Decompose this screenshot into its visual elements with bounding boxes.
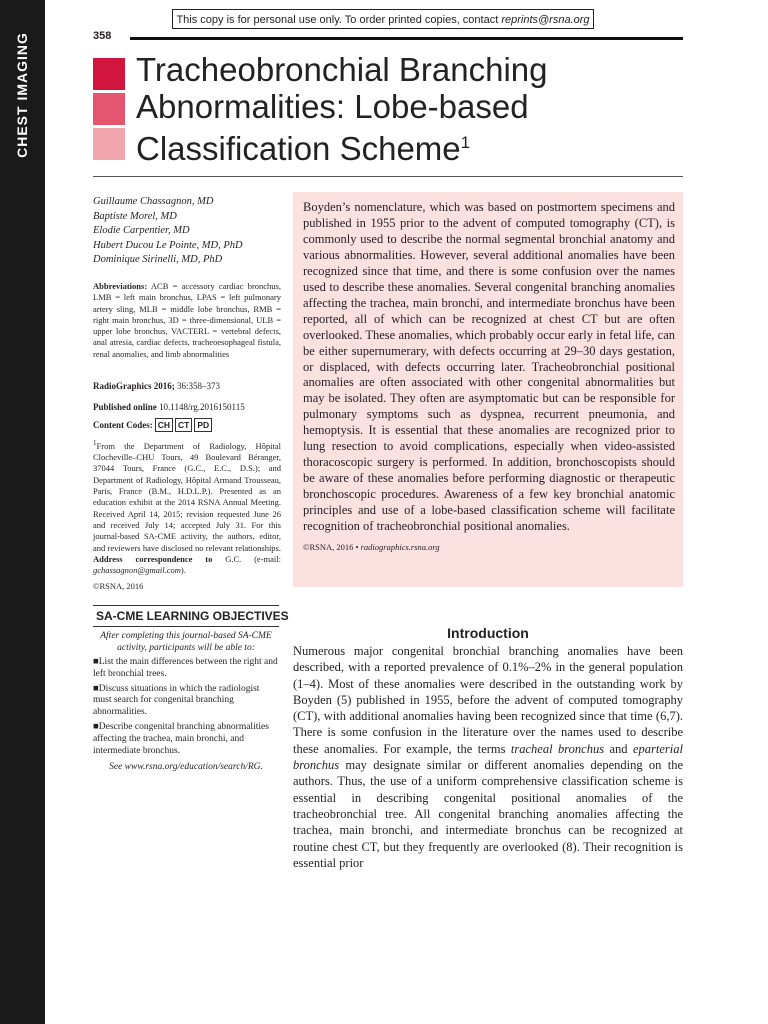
- square-bullet-icon: ■: [93, 721, 99, 732]
- content-code-badge: CT: [175, 418, 192, 432]
- affiliation-text: From the Department of Radiology, Hôpital Clocheville–CHU Tours, 49 Boulevard Béranger, 37044 Tours, France (G.C., E.C., D.S.); and Department of Radiology, Hôpital Armand Trousseau, Paris, France (B.M., H.D.L.P.). Presented as an education exhibit at the 2014 RSNA Annual Meeting. Received April 14, 2015; revision requested June 26 and received July 14; accepted July 31. For this journal-based SA-CME activity, the authors, editor, and reviewers have disclosed no relevant relationships.: [93, 440, 281, 553]
- correspondence-text: G.C. (e-mail:: [212, 553, 281, 564]
- title-color-square: [93, 58, 125, 90]
- learning-objectives-header: SA-CME LEARNING OBJECTIVES: [93, 605, 279, 627]
- section-heading: Introduction: [447, 625, 529, 641]
- abstract-text: Boyden’s nomenclature, which was based on postmortem specimens and published in 1955 prior to the advent of computed tomography (CT), is commonly used to describe the normal segmental bronchial anatomy and various abnormalities. However, several additional anomalies have been recognized since that time, and there is some confusion over the names used to describe these anomalies. Several congenital branching anomalies affecting the trachea, main bronchi, and intermediate bronchus have been reported, all of which can be recognized at chest CT but are often overlooked. These anomalies, which probably occur early in fetal life, can be either supernumerary, with defects occurring at 29–30 days gestation, or displaced, with defects occurring later. Tracheobronchial positional anomalies are often associated with other congenital abnormalities but may be isolated. They often are asymptomatic but can be responsible for pulmonary symptoms such as dyspnea, recurrent pneumonia, and hemoptysis. It is essential that these anomalies are recognized prior to lung resection to avoid complications, especially when video-assisted thoracoscopic surgery is performed. In addition, bronchoscopists should be aware of these anomalies before performing diagnostic or therapeutic bronchoscopic procedures. Awareness of a few key bronchial anatomic principles and use of a lobe-based classification scheme will facilitate recognition of tracheobronchial positional anomalies.: [303, 200, 675, 534]
- title-line: Abnormalities: Lobe-based: [136, 87, 529, 125]
- section-sidebar: [0, 0, 45, 1024]
- doi-link[interactable]: 10.1148/rg.2016150115: [156, 402, 245, 412]
- learning-objectives-intro: After completing this journal-based SA-CME activity, participants will be able to:: [100, 631, 272, 653]
- author-list: [93, 195, 243, 268]
- title-line: Tracheobronchial Branching: [136, 51, 548, 88]
- learning-objective-text: Discuss situations in which the radiologist must search for congenital branching abnormalities.: [93, 683, 260, 718]
- content-codes: [93, 418, 212, 432]
- author: Dominique Sirinelli, MD, PhD: [93, 254, 223, 265]
- reprints-email-link[interactable]: reprints@rsna.org: [501, 14, 590, 26]
- article-title: [136, 52, 681, 168]
- introduction-paragraph: [293, 643, 683, 871]
- citation-journal: RadioGraphics 2016;: [93, 381, 175, 391]
- learning-objective-text: List the main differences between the right and left bronchial trees.: [93, 657, 278, 679]
- author: Hubert Ducou Le Pointe, MD, PhD: [93, 239, 243, 251]
- citation-pages: 36:358–373: [174, 381, 221, 391]
- correspondence-label: Address correspondence to: [93, 553, 213, 564]
- content-code-badge: PD: [194, 418, 212, 432]
- section-label: CHEST IMAGING: [14, 32, 30, 158]
- title-color-square: [93, 93, 125, 125]
- citation: [93, 381, 220, 391]
- learning-objective-item: [93, 657, 279, 681]
- copyright: ©RSNA, 2016: [93, 581, 144, 591]
- page-number: 358: [93, 30, 112, 42]
- intro-term: eparterial bronchus: [293, 741, 683, 773]
- square-bullet-icon: ■: [93, 657, 99, 667]
- intro-term: tracheal bronchus: [510, 741, 605, 756]
- abbreviations-label: Abbreviations:: [93, 281, 148, 291]
- abstract-copyright: ©RSNA, 2016 •: [303, 542, 361, 553]
- title-footnote-mark: 1: [460, 133, 471, 152]
- author: Baptiste Morel, MD: [93, 210, 177, 222]
- learning-objectives-box: [93, 605, 289, 773]
- published-online: [93, 402, 245, 412]
- intro-text-part: and: [604, 741, 633, 756]
- intro-text-part: Numerous major congenital bronchial branching anomalies have been described, with a reported prevalence of 0.1%–2% in the general population (1–4). Most of these anomalies were described in the outstanding work by Boyden (5) published in 1955, before the advent of computed tomography (CT), with additional anomalies having been recognized since that time (6,7). There is some confusion in the literature over the names used to describe these anomalies. For example, the terms: [293, 644, 683, 756]
- correspondence-end: ).: [180, 565, 186, 576]
- published-label: Published online: [93, 402, 157, 412]
- abbreviations-text: ACB = accessory cardiac bronchus, LMB = left main bronchus, LPAS = left pulmonary artery sling, MLB = middle lobe bronchus, RMB = right main bronchus, 3D = three-dimensional, ULB = upper lobe bronchus, VACTERL = vertebral defects, anal atresia, cardiac defects, tracheoesophageal fistula, renal anomalies, and limb abnormalities: [93, 281, 281, 359]
- top-rule: [130, 37, 683, 40]
- title-line: Classification Scheme: [136, 130, 461, 167]
- content-code-badge: CH: [155, 418, 173, 432]
- abstract-box: [293, 192, 683, 587]
- correspondence-email-link[interactable]: gchassagnon@gmail.com: [93, 565, 181, 576]
- learning-objectives-link[interactable]: See www.rsna.org/education/search/RG.: [109, 762, 263, 773]
- learning-objective-item: [93, 684, 279, 719]
- learning-objective-text: Describe congenital branching abnormalities affecting the trachea, main bronchi, and intermediate bronchus.: [93, 721, 269, 756]
- learning-objective-item: [93, 722, 279, 757]
- content-codes-label: Content Codes:: [93, 420, 153, 430]
- abstract-footer: [303, 542, 675, 552]
- journal-website-link[interactable]: radiographics.rsna.org: [360, 542, 440, 553]
- title-color-square: [93, 128, 125, 160]
- copy-notice: [172, 9, 594, 29]
- author: Guillaume Chassagnon, MD: [93, 196, 214, 207]
- author: Elodie Carpentier, MD: [93, 225, 190, 236]
- notice-text: This copy is for personal use only. To order printed copies, contact: [176, 14, 502, 26]
- footnote-mark: 1: [93, 439, 97, 447]
- affiliation-footnote: [93, 438, 281, 576]
- intro-text-part: may designate similar or different anomalies depending on the authors. Thus, the use of a uniform comprehensive classification scheme is essential in describing congenital positional anomalies of the tracheobronchial tree. All congenital branching anomalies affecting the trachea, main bronchi, and intermediate bronchus can be recognized at routine chest CT, but they frequently are overlooked (8). Their recognition is essential prior: [293, 758, 683, 870]
- title-rule: [93, 176, 683, 177]
- abbreviations: [93, 281, 281, 360]
- square-bullet-icon: ■: [93, 683, 99, 694]
